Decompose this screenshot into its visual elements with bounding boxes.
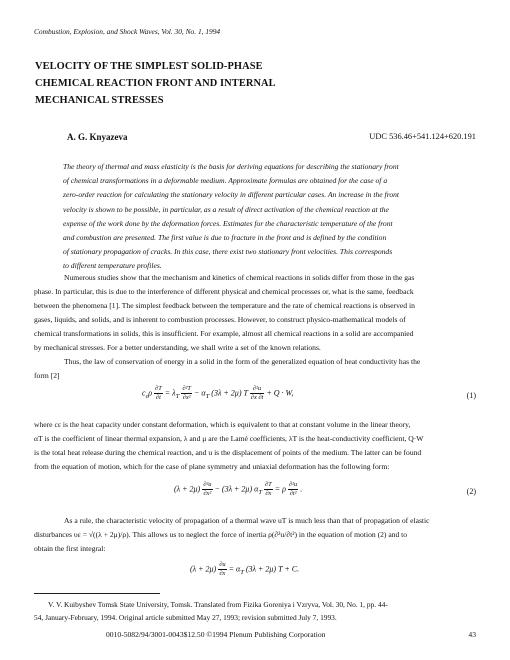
eq-fraction (288, 481, 298, 498)
equation-number: (2) (466, 487, 476, 496)
paragraph-integral (34, 514, 476, 556)
frac-denominator: ∂x² (182, 394, 191, 401)
abstract-line: and combustion are presented. The first value is due to fracture in the front and is defined by the condition (63, 233, 387, 243)
eq-symbol: = α (228, 564, 241, 574)
footnote-line: 54, January-February, 1994. Original article submitted May 27, 1993; revision submitted July 7, 1993. (34, 613, 337, 622)
text-line: Numerous studies show that the mechanism and kinetics of chemical reactions in solids differ from those in the gas (64, 273, 415, 282)
text-line: is the total heat release during the chemical reaction, and u is the displacement of points of the medium. The latter can be found (34, 448, 422, 457)
paragraph-intro (34, 271, 476, 383)
author-name: A. G. Knyazeva (67, 132, 128, 142)
text-line: form [2] (34, 371, 60, 380)
eq-subscript: T (240, 568, 244, 576)
text-line: obtain the first integral: (34, 544, 106, 553)
frac-denominator: ∂t (155, 394, 161, 401)
equation-2 (174, 481, 302, 498)
frac-denominator: ∂x² (203, 490, 212, 497)
eq-subscript: T (205, 392, 210, 400)
eq-fraction (181, 385, 192, 402)
eq-fraction (154, 385, 163, 402)
abstract-line: of chemical transformations in a deformable medium. Approximate formulas are obtained for the case of a (63, 176, 388, 186)
page-number: 43 (468, 630, 476, 639)
eq-symbol: c (142, 388, 146, 398)
eq-symbol: (λ + 2μ) (174, 484, 201, 494)
copyright-line: 0010-5082/94/3001-0043$12.50 ©1994 Plenum Publishing Corporation (106, 630, 326, 639)
abstract (63, 160, 451, 274)
eq-symbol: + Q · W, (266, 388, 294, 398)
eq-fraction (264, 481, 273, 498)
journal-header: Combustion, Explosion, and Shock Waves, Vol. 30, No. 1, 1994 (34, 27, 221, 36)
eq-fraction (202, 481, 212, 498)
paragraph-definitions (34, 418, 476, 474)
udc-code: UDC 536.46+541.124+620.191 (369, 132, 476, 141)
frac-numerator: ∂²u (250, 385, 265, 394)
title-line: VELOCITY OF THE SIMPLEST SOLID-PHASE (35, 61, 263, 72)
text-line: where cε is the heat capacity under constant deformation, which is equivalent to that at constant volume in the linear theory, (34, 420, 411, 429)
frac-numerator: ∂²T (182, 385, 191, 392)
abstract-line: zero-order reaction for calculating the stationary velocity in different particular cases. An increase in the front (63, 190, 400, 200)
abstract-line: The theory of thermal and mass elasticity is the basis for deriving equations for describing the stationary front (63, 162, 399, 171)
frac-denominator: ∂x ∂t (250, 394, 264, 401)
text-line: from the equation of motion, which for the case of plane symmetry and uniaxial deformation has the following form: (34, 462, 390, 471)
text-line: disturbances υε = √((λ + 2μ)/ρ). This allows us to neglect the force of inertia ρ(∂²u/∂t²) in the equation of motion (2) and to (34, 530, 408, 539)
text-line: gases, liquids, and solids, and is inherent to combustion processes. However, to construct physico-mathematical models of (34, 315, 406, 324)
text-line: As a rule, the characteristic velocity of propagation of a thermal wave uT is much less than that of propagation of elastic (64, 516, 430, 525)
abstract-line: to different temperature profiles. (63, 261, 162, 271)
eq-symbol: ρ (148, 388, 153, 398)
frac-denominator: ∂t² (289, 490, 297, 497)
eq-fraction (218, 561, 226, 578)
eq-symbol: (3λ + 2μ) T (211, 388, 248, 398)
eq-fraction (250, 385, 265, 402)
frac-denominator: ∂x (265, 490, 272, 497)
frac-numerator: ∂T (155, 385, 162, 392)
eq-symbol: (3λ + 2μ) T + C. (245, 564, 300, 574)
eq-symbol: (λ + 2μ) (190, 564, 217, 574)
equation-number: (1) (466, 391, 476, 400)
eq-symbol: = λ (164, 388, 176, 398)
equation-1 (142, 385, 293, 402)
text-line: αT is the coefficient of linear thermal expansion, λ and μ are the Lamé coefficients, λT is the heat-conductivity coefficient, Q·W (34, 434, 424, 443)
abstract-line: velocity is shown to be possible, in particular, as a result of direct activation of the chemical reaction at the (63, 204, 389, 214)
text-line: Thus, the law of conservation of energy in a solid in the form of the generalized equation of heat conductivity has the (64, 357, 421, 366)
frac-numerator: ∂²u (203, 481, 212, 488)
title-line: MECHANICAL STRESSES (35, 95, 164, 106)
paper-title (35, 58, 365, 109)
eq-symbol: − α (193, 388, 206, 398)
frac-numerator: ∂T (265, 481, 272, 488)
text-line: between the phenomena [1]. The simplest feedback between the temperature and the rate of chemical reactions is observed in (34, 301, 415, 310)
text-line: phase. In particular, this is due to the interference of different physical and chemical processes or, what is the same, feedback (34, 287, 414, 296)
eq-symbol: − (3λ + 2μ) α (214, 484, 259, 494)
title-line: CHEMICAL REACTION FRONT AND INTERNAL (35, 78, 276, 89)
frac-numerator: ∂u (219, 561, 226, 568)
frac-numerator: ∂²u (288, 481, 298, 488)
equation-first-integral (190, 561, 299, 578)
eq-subscript: T (258, 488, 263, 496)
text-line: by mechanical stresses. For a better understanding, we shall write a set of the known relations. (34, 343, 321, 352)
footnote (34, 598, 480, 624)
frac-denominator: ∂x (219, 570, 226, 577)
eq-symbol: = ρ (274, 484, 286, 494)
eq-symbol: . (300, 484, 303, 494)
footnote-divider (34, 593, 160, 594)
eq-subscript: ε (145, 392, 149, 400)
text-line: chemical transformations in solids, this is insufficient. For example, almost all chemical reactions in a solid are accompanied (34, 329, 414, 338)
abstract-line: of stationary propagation of cracks. In this case, there exist two stationary front velocities. This corresponds (63, 247, 393, 257)
eq-subscript: T (175, 392, 180, 400)
abstract-line: expense of the work done by the deformation forces. Estimates for the characteristic temperature of the front (63, 218, 393, 228)
footnote-line: V. V. Kuibyshev Tomsk State University, Tomsk. Translated from Fizika Goreniya i Vzryva, Vol. 30, No. 1, pp. 44- (48, 600, 388, 609)
